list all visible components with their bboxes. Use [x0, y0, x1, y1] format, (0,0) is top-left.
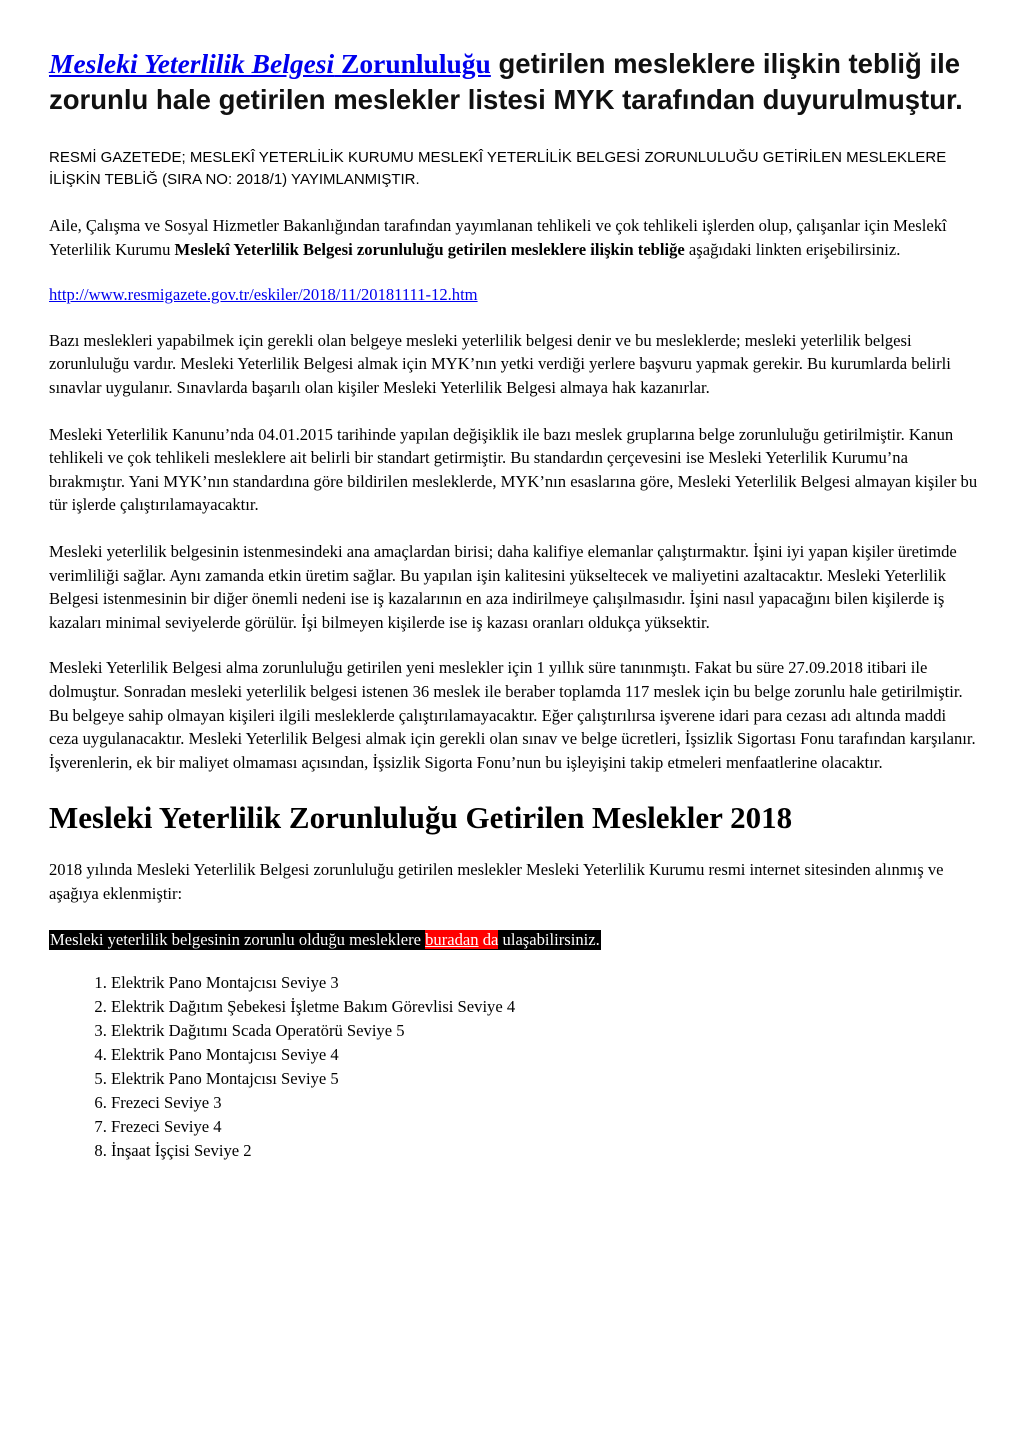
list-item: 6. Frezeci Seviye 3 [111, 1091, 979, 1115]
list-item: 7. Frezeci Seviye 4 [111, 1115, 979, 1139]
professions-banner [49, 928, 979, 952]
intro-bold-text: Meslekî Yeterlilik Belgesi zorunluluğu getirilen mesleklere ilişkin tebliğe [174, 239, 685, 259]
page-headline [49, 46, 979, 118]
section-heading: Mesleki Yeterlilik Zorunluluğu Getirilen Meslekler 2018 [49, 800, 793, 836]
banner-text-middle: da [478, 930, 499, 950]
gazette-link[interactable]: http://www.resmigazete.gov.tr/eskiler/2018/11/20181111-12.htm [49, 285, 478, 305]
banner-text-before: Mesleki yeterlilik belgesinin zorunlu olduğu mesleklere [50, 930, 426, 950]
banner-link[interactable]: buradan [425, 930, 479, 950]
paragraph-purpose: Mesleki yeterlilik belgesinin istenmesindeki ana amaçlardan birisi; daha kalifiye elemanlar çalıştırmaktır. İşini iyi yapan kişiler üretimde verimliliği sağlar. Aynı zamanda etkin üretim sağlar. Bu yapılan işin kalitesini yükseltecek ve maliyetini azaltacaktır. Mesleki Yeterlilik Belgesi istenmesinin bir diğer önemli nedeni ise iş kazalarının en aza indirilmeye çalışılmasıdır. İşini nasıl yapacağını bilen kişilerde iş kazaları minimal seviyelerde görülür. İşi bilmeyen kişilerde ise iş kazası oranları oldukça yüksektir. [49, 541, 957, 632]
paragraph-definition: Bazı meslekleri yapabilmek için gerekli olan belgeye mesleki yeterlilik belgesi denir ve bu mesleklerde; mesleki yeterlilik belgesi zorunluluğu vardır. Mesleki Yeterlilik Belgesi almak için MYK’nın yetki verdiği yerlere başvuru yapmak gerekir. Bu kurumlarda belirli sınavlar uygulanır. Sınavlarda başarılı olan kişiler Mesleki Yeterlilik Belgesi almaya hak kazanırlar. [49, 330, 951, 397]
paragraph-law-change: Mesleki Yeterlilik Kanunu’nda 04.01.2015 tarihinde yapılan değişiklik ile bazı meslek gruplarına belge zorunluluğu getirilmiştir. Kanun tehlikeli ve çok tehlikeli mesleklere ait belirli bir standart getirmiştir. Bu standardın çerçevesini ise Mesleki Yeterlilik Kurumu’na bırakmıştır. Yani MYK’nın standardına göre bildirilen mesleklerde, MYK’nın esaslarına göre, Mesleki Yeterlilik Belgesi almayan kişiler bu tür işlerde çalıştırılamayacaktır. [49, 424, 978, 515]
section-intro: 2018 yılında Mesleki Yeterlilik Belgesi zorunluluğu getirilen meslekler Mesleki Yeterlilik Kurumu resmi internet sitesinden alınmış ve aşağıya eklenmiştir: [49, 860, 944, 903]
professions-list [49, 971, 979, 1163]
list-item: 1. Elektrik Pano Montajcısı Seviye 3 [111, 971, 979, 995]
headline-link-regular: Zorunluluğu [341, 48, 491, 79]
gazette-link-paragraph [49, 283, 979, 307]
list-item: 3. Elektrik Dağıtımı Scada Operatörü Seviye 5 [111, 1019, 979, 1043]
list-item: 5. Elektrik Pano Montajcısı Seviye 5 [111, 1067, 979, 1091]
intro-paragraph [49, 214, 979, 261]
list-item: 8. İnşaat İşçisi Seviye 2 [111, 1139, 979, 1163]
list-item: 2. Elektrik Dağıtım Şebekesi İşletme Bakım Görevlisi Seviye 4 [111, 995, 979, 1019]
official-gazette-notice: RESMİ GAZETEDE; MESLEKÎ YETERLİLİK KURUMU MESLEKÎ YETERLİLİK BELGESİ ZORUNLULUĞU GETİRİLEN MESLEKLERE İLİŞKİN TEBLİĞ (SIRA NO: 2018/1) YAYIMLANMIŞTIR. [49, 149, 947, 188]
intro-text-after: aşağıdaki linkten erişebilirsiniz. [684, 239, 901, 259]
headline-link-italic: Mesleki Yeterlilik Belgesi [49, 48, 335, 79]
headline-text: getirilen mesleklere ilişkin tebliğ ile zorunlu hale getirilen meslekler listesi MYK tarafından duyurulmuştur. [49, 48, 963, 115]
banner-highlight [425, 930, 498, 949]
document-page [49, 46, 979, 1163]
list-item: 4. Elektrik Pano Montajcısı Seviye 4 [111, 1043, 979, 1067]
banner-box [49, 930, 601, 950]
headline-link[interactable] [49, 48, 491, 79]
paragraph-deadline: Mesleki Yeterlilik Belgesi alma zorunluluğu getirilen yeni meslekler için 1 yıllık süre tanınmıştı. Fakat bu süre 27.09.2018 itibari ile dolmuştur. Sonradan mesleki yeterlilik belgesi istenen 36 meslek ile beraber toplamda 117 meslek için bu belge zorunlu hale getirilmiştir. Bu belgeye sahip olmayan kişileri ilgili mesleklerde çalıştırılamayacaktır. Eğer çalıştırılırsa işverene idari para cezası adı altında maddi ceza uygulanacaktır. Mesleki Yeterlilik Belgesi almak için gerekli olan sınav ve belge ücretleri, İşsizlik Sigortası Fonu tarafından karşılanır. İşverenlerin, ek bir maliyet olmaması açısından, İşsizlik Sigorta Fonu’nun bu işleyişini takip etmeleri menfaatlerine olacaktır. [49, 658, 976, 772]
intro-text-before: Aile, Çalışma ve Sosyal Hizmetler Bakanlığından tarafından yayımlanan tehlikeli ve çok tehlikeli işlerden olup, çalışanlar için Meslekî Yeterlilik Kurumu [49, 216, 947, 259]
banner-text-after: ulaşabilirsiniz. [498, 930, 600, 950]
